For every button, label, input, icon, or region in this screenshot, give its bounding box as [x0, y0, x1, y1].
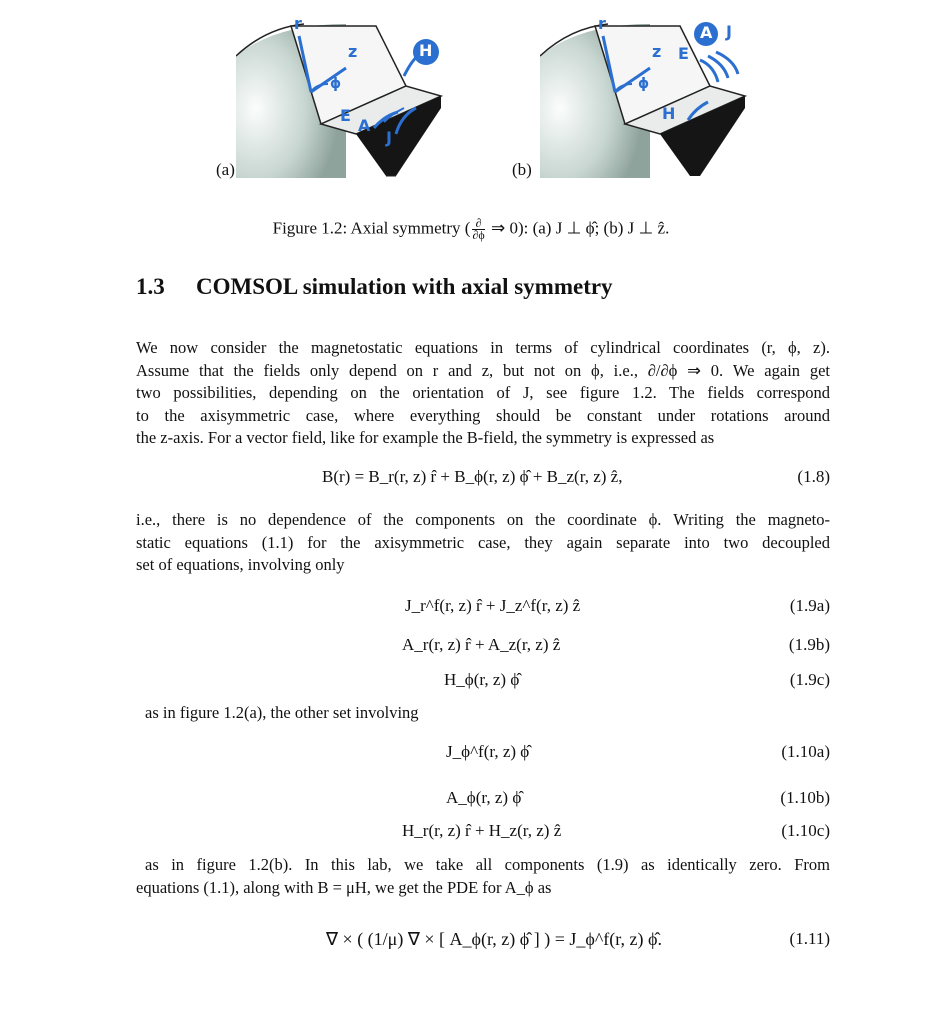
equation-1-8: B(r) = B_r(r, z) r̂ + B_ϕ(r, z) ϕ̂ + B_z(r, z) ẑ, — [322, 467, 623, 486]
equation-1-10a: J_ϕ^f(r, z) ϕ̂ — [446, 742, 530, 761]
caption-prefix: Figure 1.2: Axial symmetry ( — [272, 218, 471, 238]
paragraph-line: Assume that the fields only depend on r and z, but not on ϕ, i.e., ∂/∂ϕ ⇒ 0. We again get — [136, 360, 830, 380]
fig-a-label-E: E — [340, 106, 351, 125]
fig-a-label-r: r — [294, 14, 302, 33]
paragraph-line: as in figure 1.2(b). In this lab, we take all components (1.9) as identically zero. From — [145, 855, 830, 874]
caption-frac-num: ∂ — [472, 218, 484, 230]
paragraph-2 — [136, 509, 830, 577]
fig-b-label-J: J — [726, 22, 732, 41]
equation-1-11: ∇ × ( (1/μ) ∇ × [ A_ϕ(r, z) ϕ̂ ] ) = J_ϕ^f(r, z) ϕ̂. — [326, 929, 662, 949]
paragraph-line: static equations (1.1) for the axisymmetric case, they again separate into two decoupled — [136, 532, 830, 552]
paragraph-line: set of equations, involving only — [136, 555, 345, 574]
paragraph-line: the z-axis. For a vector field, like for example the B-field, the symmetry is expressed as — [136, 428, 715, 447]
figure-b-label: (b) — [512, 160, 532, 179]
caption-frac-den: ∂ϕ — [472, 228, 485, 242]
fig-b-label-A: A — [700, 23, 713, 42]
figure-panel-b — [540, 16, 760, 178]
fig-a-label-J: J — [386, 128, 392, 147]
fig-a-label-H: H — [419, 41, 433, 60]
figure-a-label: (a) — [216, 160, 235, 179]
equation-number-1-11: (1.11) — [789, 929, 830, 948]
section-title: COMSOL simulation with axial symmetry — [196, 274, 613, 299]
paragraph-line: equations (1.1), along with B = μH, we get the PDE for A_ϕ as — [136, 877, 552, 897]
equation-1-9c: H_ϕ(r, z) ϕ̂ — [444, 670, 520, 689]
equation-1-9a: J_r^f(r, z) r̂ + J_z^f(r, z) ẑ — [405, 596, 581, 615]
fig-b-label-E: E — [678, 44, 689, 63]
section-heading — [136, 274, 613, 300]
equation-number-1-9c: (1.9c) — [789, 670, 830, 689]
section-number: 1.3 — [136, 274, 165, 299]
equation-number-1-8: (1.8) — [797, 467, 830, 486]
figure-panel-a — [236, 16, 456, 178]
equation-number-1-10a: (1.10a) — [781, 742, 830, 761]
fig-a-label-z: z — [348, 42, 358, 61]
paragraph-1 — [136, 337, 830, 450]
fig-b-label-phi: ϕ — [638, 76, 650, 92]
text-between: as in figure 1.2(a), the other set involving — [145, 703, 419, 722]
caption-suffix: ⇒ 0): (a) J ⊥ ϕ̂; (b) J ⊥ ẑ. — [486, 218, 670, 238]
equation-number-1-9b: (1.9b) — [788, 635, 830, 654]
paragraph-line: two possibilities, depending on the orientation of J, see figure 1.2. The fields correspond — [136, 383, 830, 402]
equation-number-1-10b: (1.10b) — [780, 788, 830, 807]
paragraph-line: We now consider the magnetostatic equations in terms of cylindrical coordinates (r, ϕ, z). — [136, 338, 830, 357]
caption-fraction — [472, 218, 484, 241]
equation-1-10b: A_ϕ(r, z) ϕ̂ — [446, 788, 522, 807]
fig-b-label-z: z — [652, 42, 662, 61]
equation-1-10c: H_r(r, z) r̂ + H_z(r, z) ẑ — [402, 821, 562, 840]
paragraph-line: i.e., there is no dependence of the components on the coordinate ϕ. Writing the magneto- — [136, 510, 830, 529]
figure-caption — [0, 218, 942, 241]
paragraph-3 — [136, 854, 830, 899]
fig-a-label-A: A — [358, 116, 371, 135]
fig-a-label-phi: ϕ — [330, 76, 342, 92]
equation-1-9b: A_r(r, z) r̂ + A_z(r, z) ẑ — [402, 635, 561, 654]
paragraph-line: to the axisymmetric case, where everything should be constant under rotations around — [136, 405, 830, 425]
equation-number-1-10c: (1.10c) — [781, 821, 830, 840]
fig-b-label-H: H — [662, 104, 676, 123]
fig-b-label-r: r — [598, 14, 606, 33]
equation-number-1-9a: (1.9a) — [789, 596, 830, 615]
